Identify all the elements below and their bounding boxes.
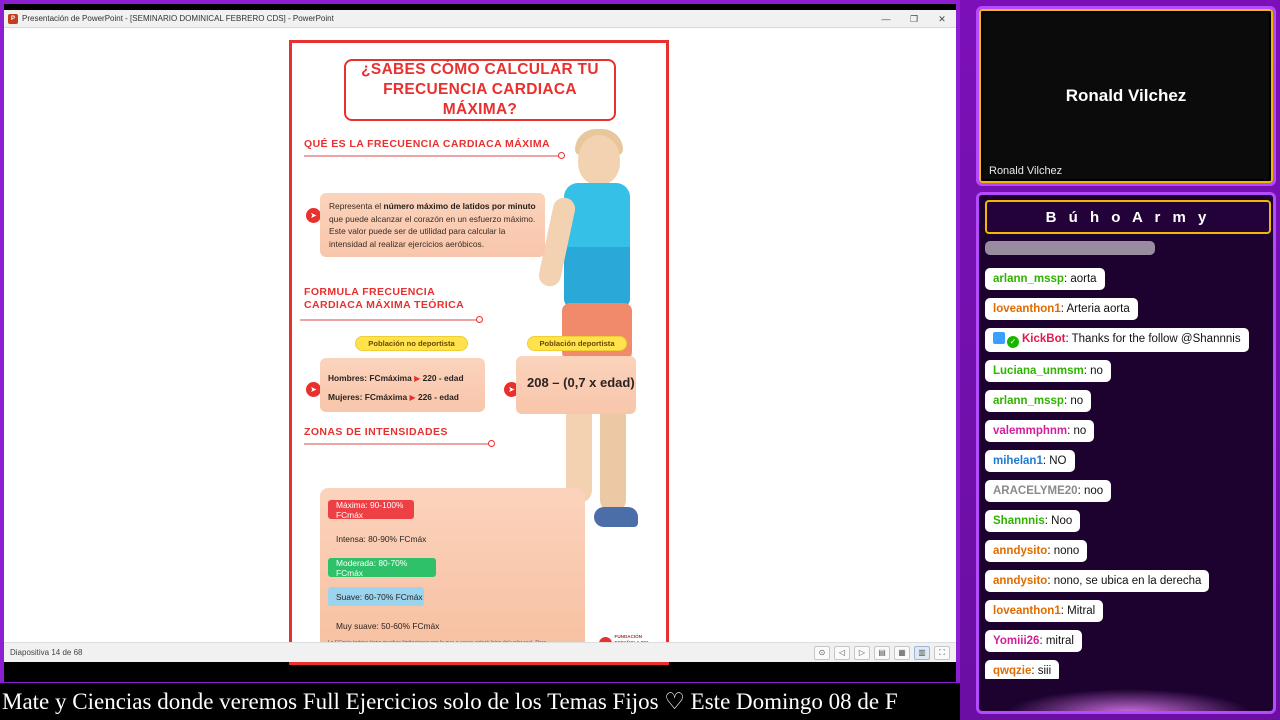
chat-username[interactable]: mihelan1 [993,455,1043,467]
chat-message [985,596,1273,626]
next-slide-icon[interactable]: ▷ [854,646,870,660]
chat-glow-decoration [1007,689,1251,714]
chat-badge-verified-icon: ✓ [1007,336,1019,348]
chat-header-title: B ú h o A r m y [1045,208,1211,226]
chat-text: : Mitral [1060,605,1096,617]
chat-text: : nono [1047,545,1080,557]
formula-women-value: 226 - edad [417,392,459,402]
section-dot-3 [488,440,495,447]
zone-row: Moderada: 80-70% FCmáx [328,558,436,577]
section-heading-what-is: QUÉ ES LA FRECUENCIA CARDIACA MÁXIMA [304,138,550,150]
caption-ticker: Mate y Ciencias donde veremos Full Ejercicios solo de los Temas Fijos ♡ Este Domingo 08 de F [0,683,960,720]
zone-row: Intensa: 80-90% FCmáx [336,533,427,544]
chat-message-bubble [985,390,1091,412]
chat-username[interactable]: Luciana_unmsm [993,365,1084,377]
chat-message-bubble [985,480,1111,502]
zone-row: Máxima: 90-100% FCmáx [328,500,414,519]
powerpoint-titlebar [4,10,956,28]
chat-username[interactable]: anndysito [993,575,1048,587]
powerpoint-slide-area [4,28,956,662]
para-text-1: Representa el [329,201,384,211]
slide-title-box [344,59,616,121]
chat-message-bubble [985,660,1059,679]
chat-message-bubble [985,570,1209,592]
formula-women-label: Mujeres: FCmáxima [328,392,408,402]
chat-message [985,356,1273,386]
chat-message-bubble [985,510,1080,532]
zones-panel [320,488,585,653]
chat-message [985,264,1273,294]
foundation-line-1: FUNDACIÓN [614,634,643,639]
slide-sorter-icon[interactable]: ▦ [894,646,910,660]
chat-username[interactable]: loveanthon1 [993,605,1061,617]
zone-row: Suave: 60-70% FCmáx [328,587,424,606]
reading-view-icon[interactable]: ▥ [914,646,930,660]
bullet-arrow-icon-3: ➤ [504,382,519,397]
chat-username[interactable]: qwqzie [993,665,1032,677]
bullet-arrow-icon: ➤ [306,208,321,223]
webcam-name-overlay: Ronald Vilchez [989,165,1063,177]
chat-username[interactable]: arlann_mssp [993,273,1064,285]
view-controls [814,646,950,660]
chat-message [985,386,1273,416]
para-text-2: que puede alcanzar el corazón en un esfuerzo máximo. Este valor puede ser de utilidad para calcular la intensidad al realizar ejercicios aeróbicos. [329,213,536,249]
slide-canvas[interactable] [289,40,669,665]
formula-men-value: 220 - edad [422,373,464,383]
chat-badge-image-icon [993,332,1005,344]
zone-row: Muy suave: 50-60% FCmáx [336,620,440,631]
chat-message [985,324,1273,356]
right-sidebar [968,0,1280,720]
section-heading-zones: ZONAS DE INTENSIDADES [304,426,448,438]
chat-message-bubble [985,328,1249,352]
section-dot-2 [476,316,483,323]
chat-message-bubble [985,450,1075,472]
chat-message [985,506,1273,536]
chat-text: : no [1083,365,1103,377]
chat-username[interactable]: Shannnis [993,515,1045,527]
chat-message-bubble [985,298,1138,320]
chat-message-bubble [985,630,1082,652]
section-rule-1 [304,155,562,157]
chat-message [985,566,1273,596]
para-text-bold: número máximo de latidos por minuto [383,201,536,211]
chat-message-bubble [985,241,1155,255]
webcam-display-name: Ronald Vilchez [1065,86,1187,105]
formula-athlete-value: 208 – (0,7 x edad) [527,375,635,390]
notes-icon[interactable]: ⊙ [814,646,830,660]
chat-username[interactable]: Yomiii26 [993,635,1040,647]
restore-button[interactable]: ❐ [909,13,919,24]
chat-username[interactable]: KickBot [1022,333,1066,345]
chat-message [985,416,1273,446]
chat-message-bubble [985,268,1105,290]
chat-text: : NO [1042,455,1067,467]
chat-username[interactable]: arlann_mssp [993,395,1064,407]
chat-message [985,626,1273,656]
chat-message [985,237,1273,264]
section-rule-2 [300,319,480,321]
minimize-button[interactable]: — [881,14,891,24]
bullet-arrow-icon-2: ➤ [306,382,321,397]
chat-text: : siii [1031,665,1052,677]
section-rule-3 [304,443,492,445]
formula-arrow-icon: ▶ [414,374,421,383]
chat-text: : no [1063,395,1084,407]
chat-message-bubble [985,360,1111,382]
section-1-paragraph [320,193,545,257]
formula-arrow-icon-2: ▶ [409,393,416,402]
chat-panel[interactable] [976,192,1276,714]
chat-text: : aorta [1063,273,1097,285]
chat-header [985,200,1271,234]
chat-text: : Noo [1044,515,1073,527]
chat-username[interactable]: valemmphnm [993,425,1068,437]
slideshow-icon[interactable]: ⛶ [934,646,950,660]
chat-text: : Arteria aorta [1060,303,1130,315]
window-title: Presentación de PowerPoint - [SEMINARIO DOMINICAL FEBRERO CDS] - PowerPoint [22,14,334,23]
powerpoint-statusbar [4,642,956,662]
slide-title: ¿SABES CÓMO CALCULAR TU FRECUENCIA CARDIACA MÁXIMA? [361,61,599,118]
close-button[interactable]: ✕ [938,13,946,24]
chat-text: : mitral [1039,635,1074,647]
chat-text: : no [1067,425,1087,437]
formula-women [328,392,459,402]
chat-message-bubble [985,540,1087,562]
pill-non-athlete: Población no deportista [355,336,468,351]
formula-men [328,373,464,383]
chat-username[interactable]: loveanthon1 [993,303,1061,315]
pill-athlete: Población deportista [527,336,627,351]
chat-message [985,446,1273,476]
window-controls [872,10,956,28]
normal-view-icon[interactable]: ▤ [874,646,890,660]
powerpoint-window [4,10,956,682]
chat-message-bubble [985,420,1094,442]
section-dot-1 [558,152,565,159]
chat-username[interactable]: anndysito [993,545,1048,557]
chat-text: : Thanks for the follow @Shannnis [1065,333,1241,345]
chat-message [985,294,1273,324]
powerpoint-logo-icon: P [8,14,18,24]
chat-message [985,536,1273,566]
chat-text: : nono, se ubica en la derecha [1047,575,1202,587]
formula-men-label: Hombres: FCmáxima [328,373,412,383]
chat-message-list[interactable] [979,237,1276,679]
chat-message-bubble [985,600,1103,622]
previous-slide-icon[interactable]: ◁ [834,646,850,660]
chat-message [985,476,1273,506]
webcam-panel [976,6,1276,186]
chat-text: : noo [1077,485,1104,497]
chat-username[interactable]: ARACELYME20 [993,485,1078,497]
formula-box-non-athlete [320,358,485,412]
section-heading-formula-2: CARDIACA MÁXIMA TEÓRICA [304,299,465,311]
section-heading-formula-1: FORMULA FRECUENCIA [304,286,436,298]
slide-counter: Diapositiva 14 de 68 [10,648,83,657]
chat-message [985,656,1273,679]
webcam-video [983,13,1269,179]
